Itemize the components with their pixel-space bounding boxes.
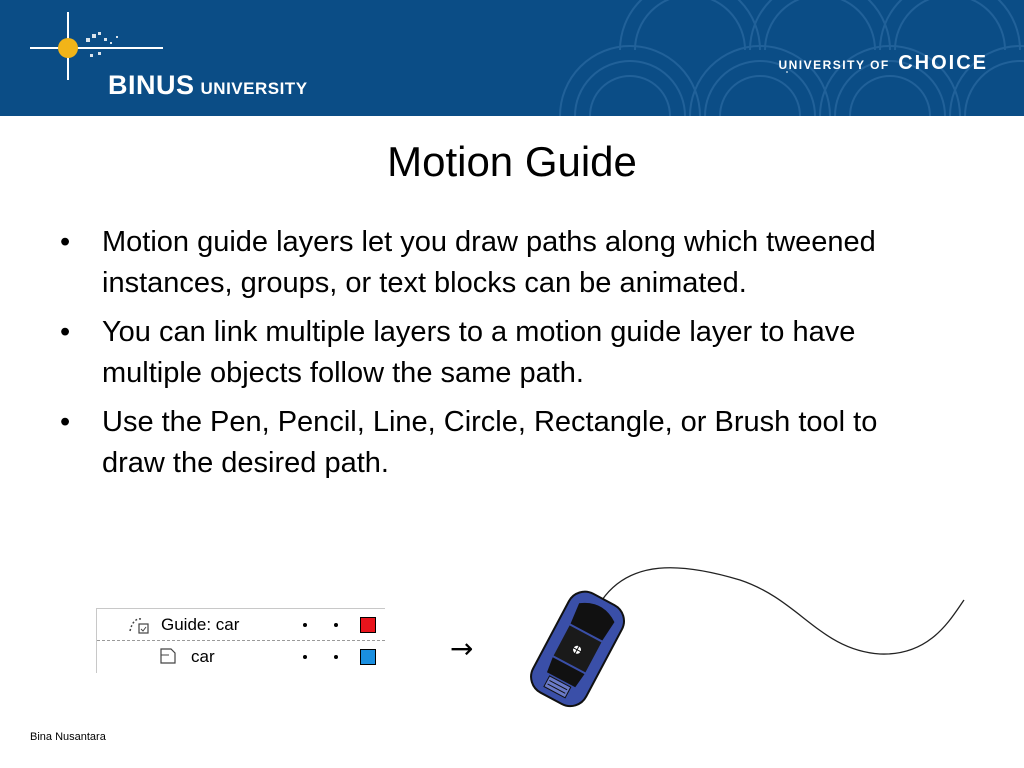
car-on-path-illustration	[520, 560, 970, 710]
footer-text: Bina Nusantara	[30, 731, 106, 743]
logo-main-text: BINUS	[108, 70, 195, 100]
tagline-large: CHOICE	[898, 52, 988, 74]
car-icon	[525, 585, 631, 710]
bullet-item	[60, 222, 940, 304]
bullet-marker: •	[60, 406, 71, 438]
bullet-marker: •	[60, 226, 71, 258]
bullet-item	[60, 312, 940, 394]
lock-dot[interactable]	[334, 623, 338, 627]
tagline-small: UNIVERSITY OF	[778, 58, 890, 72]
bullet-list	[60, 222, 940, 492]
layer-row-guide[interactable]	[97, 609, 385, 641]
layer-color-swatch-guide[interactable]	[360, 617, 376, 633]
layer-name-guide: Guide: car	[161, 615, 240, 634]
layer-icon	[159, 647, 177, 665]
visibility-dot[interactable]	[303, 655, 307, 659]
motion-path	[602, 568, 964, 654]
binus-logo	[28, 10, 328, 100]
lock-dot[interactable]	[334, 655, 338, 659]
slide-title: Motion Guide	[387, 138, 637, 185]
logo-sub-text: UNIVERSITY	[200, 79, 308, 98]
layer-color-swatch-car[interactable]	[360, 649, 376, 665]
university-tagline	[778, 52, 988, 75]
timeline-layers-panel	[96, 608, 385, 673]
bullet-text: Use the Pen, Pencil, Line, Circle, Rectangle, or Brush tool to draw the desired path.	[102, 406, 878, 479]
layer-name-car: car	[191, 647, 215, 666]
visibility-dot[interactable]	[303, 623, 307, 627]
header-banner	[0, 0, 1024, 116]
layer-row-car[interactable]	[97, 641, 385, 672]
bullet-marker: •	[60, 316, 71, 348]
bullet-text: You can link multiple layers to a motion guide layer to have multiple objects follow the same path.	[102, 316, 856, 389]
bullet-text: Motion guide layers let you draw paths along which tweened instances, groups, or text blocks can be animated.	[102, 226, 876, 299]
bullet-item	[60, 402, 940, 484]
motion-guide-icon	[127, 615, 151, 635]
right-arrow-icon: →	[450, 632, 474, 665]
